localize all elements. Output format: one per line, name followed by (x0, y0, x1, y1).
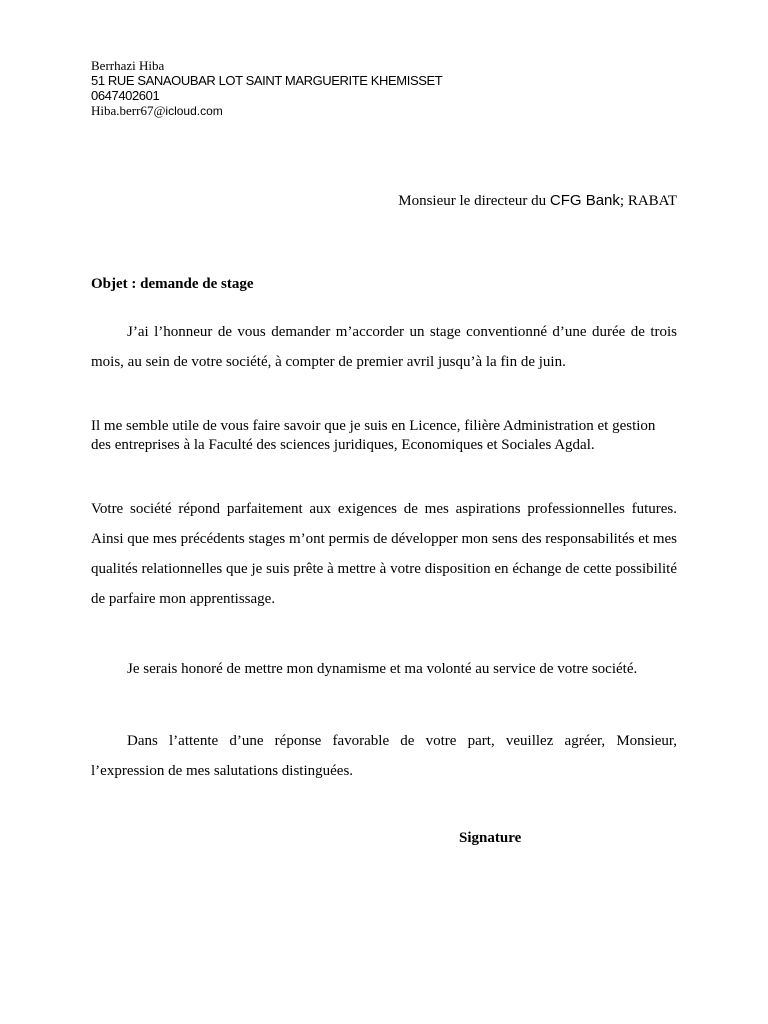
recipient-prefix: Monsieur le directeur du (398, 193, 550, 209)
recipient-suffix: ; RABAT (619, 193, 677, 209)
sender-email-user: Hiba.berr67@ (91, 103, 166, 118)
sender-address: 51 RUE SANAOUBAR LOT SAINT MARGUERITE KHEMISSET (91, 73, 443, 88)
sender-email-domain: icloud.com (165, 104, 223, 118)
paragraph-dynamism: Je serais honoré de mettre mon dynamisme et ma volonté au service de votre société. (127, 661, 638, 677)
recipient-bank: CFG Bank (549, 192, 620, 209)
sender-block (91, 58, 442, 119)
paragraph-studies: Il me semble utile de vous faire savoir que je suis en Licence, filière Administration et gestion des entreprises à la Faculté des sciences juridiques, Economiques et Sociales Agdal. (91, 418, 656, 453)
paragraph-motivation: Votre société répond parfaitement aux exigences de mes aspirations professionnelles futures. Ainsi que mes précédents stages m’ont permis de développer mon sens des responsabilités et mes qualités relationnelles que je suis prête à mettre à votre disposition en échange de cette possibilité de parfaire mon apprentissage. (91, 501, 677, 607)
signature: Signature (459, 830, 522, 846)
sender-name: Berrhazi Hiba (91, 58, 165, 73)
sender-phone: 0647402601 (91, 88, 160, 103)
paragraph-request: J’ai l’honneur de vous demander m’accorder un stage conventionné d’une durée de trois mois, au sein de votre société, à compter de premier avril jusqu’à la fin de juin. (91, 324, 677, 370)
letter-subject: Objet : demande de stage (91, 276, 254, 292)
recipient-line (398, 192, 677, 210)
sender-email (91, 103, 442, 119)
paragraph-closing: Dans l’attente d’une réponse favorable de votre part, veuillez agréer, Monsieur, l’expression de mes salutations distinguées. (91, 733, 677, 779)
